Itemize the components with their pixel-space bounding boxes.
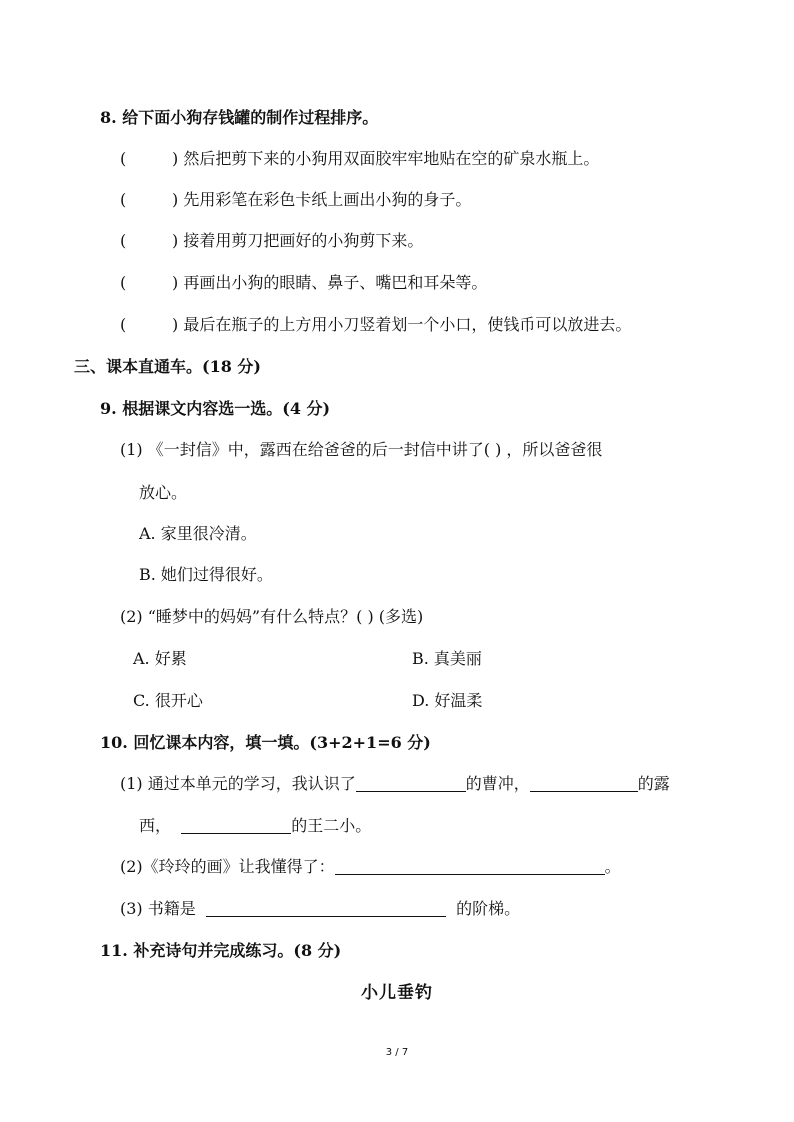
- q8-item-text: 接着用剪刀把画好的小狗剪下来。: [183, 231, 424, 250]
- answer-paren: ( ): [120, 315, 179, 334]
- answer-paren: ( ): [120, 273, 179, 292]
- q8-item-2: [120, 189, 471, 211]
- q10-part1-text: (1) 通过本单元的学习，我认识了: [120, 774, 356, 793]
- q8-item-3: [120, 230, 423, 252]
- q10-part1-text: 的露: [637, 774, 670, 793]
- q10-part1-text: 的曹冲，: [465, 774, 530, 793]
- q8-item-text: 然后把剪下来的小狗用双面胶牢牢地贴在空的矿泉水瓶上。: [183, 149, 600, 168]
- q8-item-4: [120, 272, 487, 294]
- q9-stem: 9. 根据课文内容选一选。(4 分): [100, 399, 331, 418]
- q10-part1-line2: [139, 815, 371, 837]
- q11-stem: 11. 补充诗句并完成练习。(8 分): [100, 941, 342, 960]
- fill-blank[interactable]: [335, 858, 605, 875]
- q9-part1-option-b: B. 她们过得很好。: [139, 565, 273, 584]
- q9-part2: (2) “睡梦中的妈妈”有什么特点？( ) (多选): [120, 607, 424, 626]
- q8-stem: 8. 给下面小狗存钱罐的制作过程排序。: [100, 108, 379, 127]
- q9-part2-option-b: B. 真美丽: [412, 649, 482, 668]
- fill-blank[interactable]: [206, 900, 446, 917]
- poem-title: 小儿垂钓: [361, 983, 433, 1003]
- q10-part3-text: 的阶梯。: [456, 899, 521, 918]
- q10-stem: 10. 回忆课本内容，填一填。(3+2+1=6 分): [100, 733, 431, 752]
- q8-item-5: [120, 314, 631, 336]
- q8-item-text: 最后在瓶子的上方用小刀竖着划一个小口，使钱币可以放进去。: [183, 315, 632, 334]
- q9-part1-line2: 放心。: [139, 483, 188, 502]
- fill-blank[interactable]: [181, 817, 291, 834]
- answer-paren: ( ): [120, 231, 179, 250]
- q8-item-1: [120, 148, 599, 170]
- page-number: 3 / 7: [385, 1047, 409, 1058]
- q10-part3: [120, 898, 520, 920]
- q9-part2-option-d: D. 好温柔: [412, 691, 483, 710]
- q10-part3-text: (3) 书籍是: [120, 899, 196, 918]
- q9-part1-line1: (1) 《一封信》中，露西在给爸爸的后一封信中讲了( ) ，所以爸爸很: [120, 440, 603, 459]
- fill-blank[interactable]: [530, 775, 638, 792]
- answer-paren: ( ): [120, 149, 179, 168]
- q10-part2-text: (2)《玲玲的画》让我懂得了：: [120, 857, 335, 876]
- q8-item-text: 先用彩笔在彩色卡纸上画出小狗的身子。: [183, 190, 472, 209]
- q10-part2-text: 。: [604, 857, 621, 876]
- q10-part1-line1: [120, 773, 670, 795]
- q10-part1-text: 的王二小。: [291, 816, 372, 835]
- q9-part2-option-c: C. 很开心: [133, 691, 203, 710]
- section-heading: 三、课本直通车。(18 分): [74, 357, 261, 376]
- answer-paren: ( ): [120, 190, 179, 209]
- q10-part2: [120, 856, 621, 878]
- q8-item-text: 再画出小狗的眼睛、鼻子、嘴巴和耳朵等。: [183, 273, 488, 292]
- fill-blank[interactable]: [356, 775, 466, 792]
- q9-part2-option-a: A. 好累: [133, 649, 187, 668]
- q9-part1-option-a: A. 家里很冷清。: [139, 524, 257, 543]
- q10-part1-text: 西，: [139, 816, 172, 835]
